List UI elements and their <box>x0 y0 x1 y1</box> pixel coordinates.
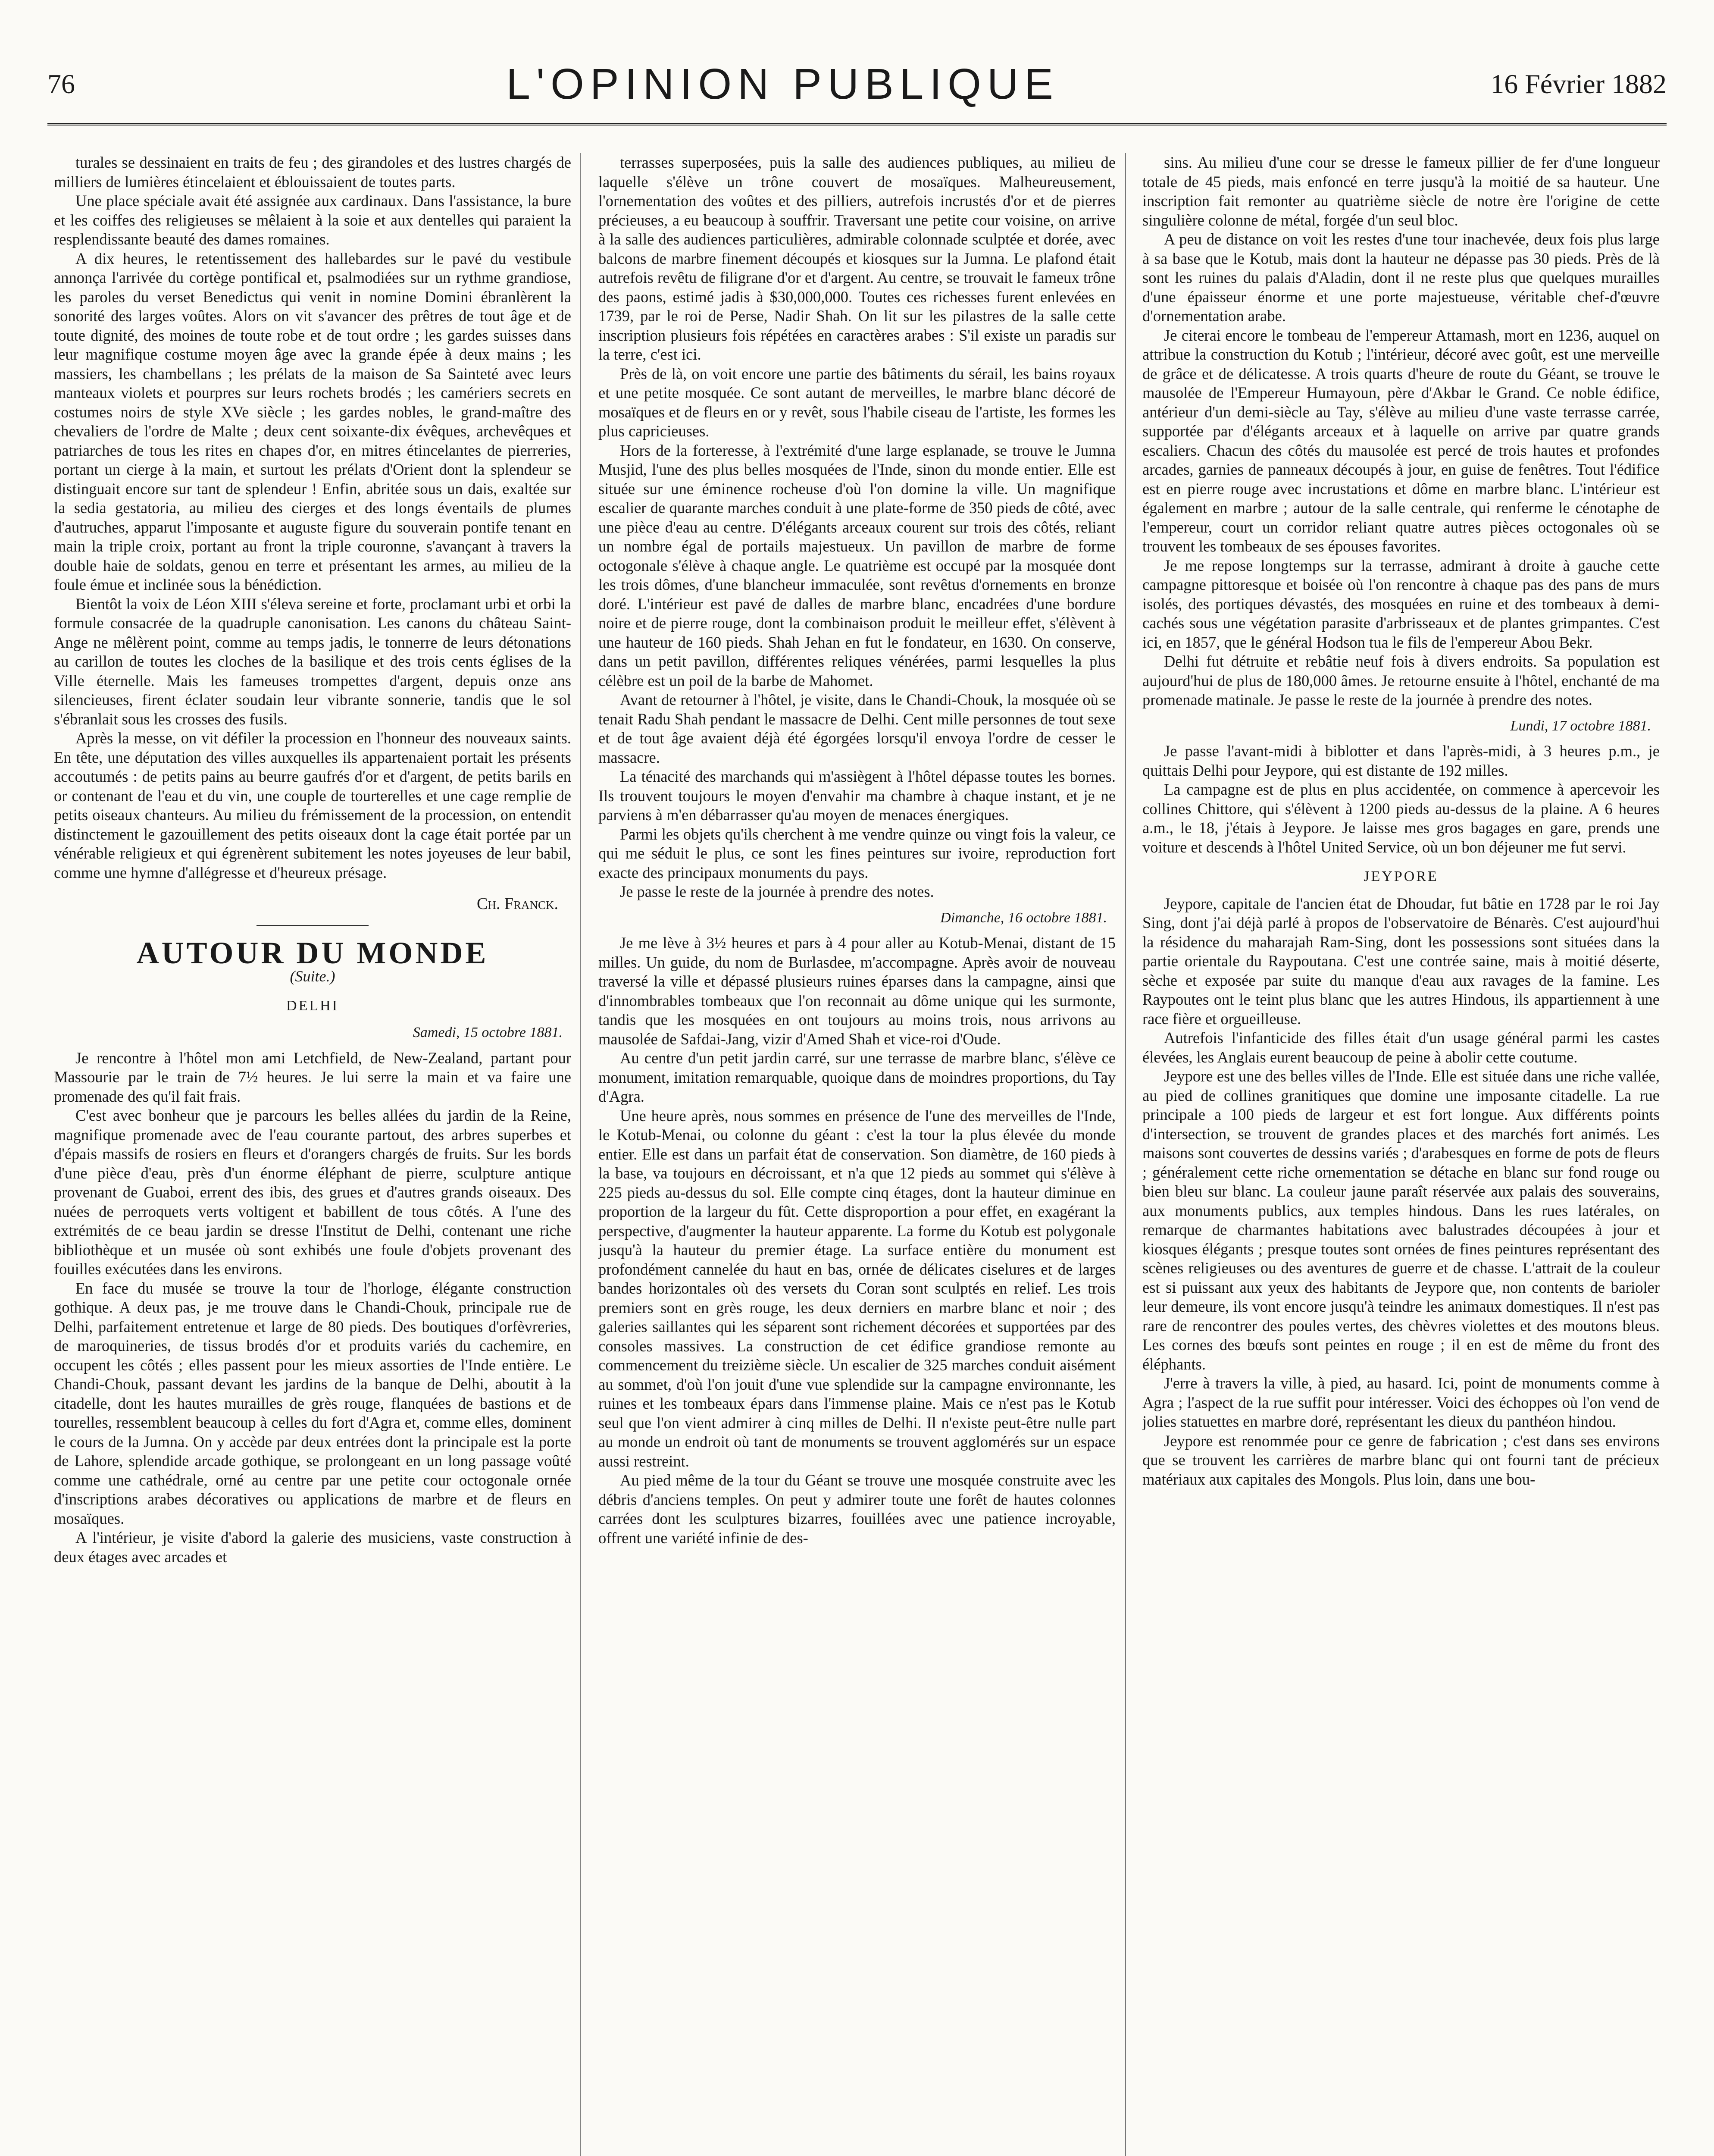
paragraph: Je passe l'avant-midi à biblotter et dans l'après-midi, à 3 heures p.m., je quittais Delhi pour Jeypore, qui est distante de 192 milles. <box>1142 742 1660 779</box>
column-3 <box>1142 153 1660 2156</box>
column-divider <box>1125 153 1126 2156</box>
paragraph: Hors de la forteresse, à l'extrémité d'une large esplanade, se trouve le Jumna Musjid, l'une des plus belles mosquées de l'Inde, sinon du monde entier. Elle est située sur une éminence rocheuse d'où l'on domine la ville. Un magnifique escalier de quarante marches conduit à une plate-forme de 350 pieds de côté, avec une pièce d'eau au centre. D'élégants arceaux courent sur trois des côtés, reliant un nombre égal de portails majestueux. Un pavillon de marbre de forme octogonale s'élève à chaque angle. Le quatrième est occupé par la mosquée dont les trois dômes, d'une blancheur immaculée, sont revêtus d'ornements en bronze doré. L'intérieur est pavé de dalles de marbre blanc, encadrées d'une bordure noire et de pierre rouge, dont la combinaison produit le meilleur effet, s'élèvent à une hauteur de 160 pieds. Shah Jehan en fut le fondateur, en 1630. On conserve, dans un petit pavillon, différentes reliques vénérées, parmi lesquelles la plus célèbre est un poil de la barbe de Mahomet. <box>598 441 1116 689</box>
section-subtitle: (Suite.) <box>290 968 335 985</box>
paragraph: Je passe le reste de la journée à prendre des notes. <box>620 883 934 900</box>
paragraph: terrasses superposées, puis la salle des audiences publiques, au milieu de laquelle s'élève un trône couvert de mosaïques. Malheureusement, l'ornementation des voûtes et des pilliers, autrefois incrustés d'or et de pierres précieuses, a eu beaucoup à souffrir. Traversant une petite cour voisine, on arrive à la salle des audiences particulières, admirable colonnade sculptée et dorée, avec balcons de marbre finement découpés et kiosques sur la Jumna. Le plafond était autrefois revêtu de filigrane d'or et d'argent. Au centre, se trouvait le fameux trône des paons, estimé jadis à $30,000,000. Toutes ces richesses furent enlevées en 1739, par le roi de Perse, Nadir Shah. On lit sur les pilastres de la salle cette inscription plusieurs fois répétées en caractères arabes : S'il existe un paradis sur la terre, c'est ici. <box>598 154 1116 363</box>
paragraph: J'erre à travers la ville, à pied, au hasard. Ici, point de monuments comme à Agra ; l'aspect de la rue suffit pour intéresser. Voici des échoppes où l'on vend de jolies statuettes en marbre doré, représentant les dieux du panthéon hindou. <box>1142 1374 1660 1430</box>
paragraph: Je rencontre à l'hôtel mon ami Letchfield, de New-Zealand, partant pour Massourie par le train de 7½ heures. Je lui serre la main et va faire une promenade des qu'il fait frais. <box>54 1049 571 1105</box>
masthead <box>47 52 1667 116</box>
paragraph: Jeypore est une des belles villes de l'Inde. Elle est située dans une riche vallée, au pied de collines granitiques que domine une imposante citadelle. La rue principale a 100 pieds de largeur et est fort longue. Aux différents points d'intersection, se trouvent de grandes places et des marchés fort animés. Les maisons sont couvertes de dessins variés ; d'arabesques en forme de pots de fleurs ; généralement cette riche ornementation se détache en blanc sur fond rouge ou bien bleu sur blanc. La couleur jaune paraît réservée aux palais des souverains, aux monuments publics, aux temples hindous. Dans les rues latérales, on remarque de charmantes habitations avec balustrades découpées à jour et kiosques élégants ; presque toutes sont ornées de fines peintures représentant des scènes religieuses ou des aventures de guerre et de chasse. L'attrait de la couleur est si puissant aux yeux des habitants de Jeypore que, non contents de barioler leur demeure, ils vont encore jusqu'à teindre les animaux domestiques. Il n'est pas rare de rencontrer des poules vertes, des chèvres violettes et des moutons bleus. Les cornes des bœufs sont peintes en rouge ; il en est de même du front des éléphants. <box>1142 1067 1660 1373</box>
paragraph: Jeypore est renommée pour ce genre de fabrication ; c'est dans ses environs que se trouvent les carrières de marbre blanc qui ont fourni tant de précieux matériaux aux capitales des Mongols. Plus loin, dans une bou- <box>1142 1432 1660 1488</box>
paragraph: C'est avec bonheur que je parcours les belles allées du jardin de la Reine, magnifique promenade avec de l'eau courante partout, des arbres superbes et d'épais massifs de rosiers en fleurs et d'orangers chargés de fruits. Sur les bords d'une pièce d'eau, près d'un énorme éléphant de pierre, sculpture antique provenant de Guaboi, errent des ibis, des grues et d'autres grands oiseaux. Des nuées de perroquets verts voltigent et babillent de tous côtés. A l'une des extrémités de ce beau jardin se dresse l'Institut de Delhi, contenant une riche bibliothèque et un musée où sont exhibés une foule d'objets provenant des fouilles exécutées dans les environs. <box>54 1106 571 1278</box>
paragraph: Je citerai encore le tombeau de l'empereur Attamash, mort en 1236, auquel on attribue la construction du Kotub ; l'intérieur, décoré avec goût, est une merveille de grâce et de délicatesse. A trois quarts d'heure de route du Géant, se trouve le mausolée de l'Empereur Humayoun, père d'Akbar le Grand. Ce noble édifice, antérieur d'un demi-siècle au Tay, s'élève au milieu d'une vaste terrasse carrée, supportée par d'élégants arceaux et à laquelle on arrive par quatre grands escaliers. Chacun des côtés du mausolée est percé de trois hautes et profondes arcades, garnies de panneaux découpés à jour, en guise de fenêtres. Tout l'édifice est en pierre rouge avec incrustations et dôme en marbre blanc. L'intérieur est également en marbre ; autour de la salle centrale, qui renferme le cénotaphe de l'empereur, court un corridor reliant quatre autres pièces octogonales où se trouvent les tombeaux de ses épouses favorites. <box>1142 326 1660 555</box>
paragraph: Au centre d'un petit jardin carré, sur une terrasse de marbre blanc, s'élève ce monument, imitation remarquable, quoique dans de moindres proportions, du Tay d'Agra. <box>598 1049 1116 1105</box>
section-title: AUTOUR DU MONDE <box>136 935 489 970</box>
dateline: Dimanche, 16 octobre 1881. <box>940 909 1107 926</box>
section-separator <box>256 925 369 926</box>
paragraph: Je me repose longtemps sur la terrasse, admirant à droite à gauche cette campagne pittoresque et boisée où l'on rencontre à chaque pas des pans de murs isolés, des portiques dévastés, des mosquées en ruine et des tombeaux à demi-cachés sous une végétation parasite d'arbrisseaux et de plantes grimpantes. C'est ici, en 1857, que le général Hodson tua le fils de l'empereur Abou Bekr. <box>1142 556 1660 651</box>
paragraph: Près de là, on voit encore une partie des bâtiments du sérail, les bains royaux et une petite mosquée. Ce sont autant de merveilles, le marbre blanc décoré de mosaïques et de fleurs en or y revêt, sous l'habile ciseau de l'artiste, les formes les plus capricieuses. <box>598 364 1116 440</box>
place-heading: DELHI <box>286 997 339 1014</box>
column-2 <box>598 153 1116 2156</box>
header-rule <box>47 123 1667 132</box>
column-divider <box>580 153 581 2156</box>
paragraph: Je me lève à 3½ heures et pars à 4 pour aller au Kotub-Menai, distant de 15 milles. Un guide, du nom de Burlasdee, m'accompagne. Après avoir de nouveau traversé la ville et dépassé plusieurs ruines éparses dans la campagne, ainsi que d'innombrables tombeaux que l'on reconnait au dôme unique qui les surmonte, tandis que les mosquées en ont toujours au moins trois, nous arrivons au mausolée de Safdai-Jang, vizir d'Amed Shah et vice-roi d'Oude. <box>598 934 1116 1048</box>
paragraph: La ténacité des marchands qui m'assiègent à l'hôtel dépasse toutes les bornes. Ils trouvent toujours le moyen d'envahir ma chambre à chaque instant, et je ne parviens à m'en débarrasser qu'au moyen de menaces énergiques. <box>598 768 1116 824</box>
paragraph: Après la messe, on vit défiler la procession en l'honneur des nouveaux saints. En tête, une députation des villes auxquelles ils appartenaient portait les présents accoutumés : de petits pains au beurre gaufrés d'or et d'argent, de petits barils en or contenant de l'eau et du vin, une couple de tourterelles et une cage remplie de petits oiseaux chanteurs. Au milieu du frémissement de la procession, on entendit distinctement le gazouillement des petits oiseaux dont la cage était portée par un vénérable religieux et qui égrenèrent subitement les notes joyeuses de leur babil, comme une hymne d'allégresse et d'heureux présage. <box>54 729 571 881</box>
paragraph: Bientôt la voix de Léon XIII s'éleva sereine et forte, proclamant urbi et orbi la formule consacrée de la quadruple canonisation. Les canons du château Saint-Ange ne mêlèrent point, comme au temps jadis, le tonnerre de leurs détonations au carillon de toutes les cloches de la basilique et des trois cents églises de la Ville éternelle. Mais les fameuses trompettes d'argent, depuis onze ans silencieuses, firent éclater soudain leur vibrante sonnerie, tandis que le sol s'ébranlait sous les crosses des fusils. <box>54 595 571 728</box>
paragraph: A peu de distance on voit les restes d'une tour inachevée, deux fois plus large à sa base que le Kotub, mais dont la hauteur ne dépasse pas 30 pieds. Près de là sont les ruines du palais d'Aladin, dont il ne reste plus que quelques murailles d'une épaisseur énorme et une porte majestueuse, véritable chef-d'œuvre d'ornementation arabe. <box>1142 230 1660 325</box>
paragraph: Avant de retourner à l'hôtel, je visite, dans le Chandi-Chouk, la mosquée où se tenait Radu Shah pendant le massacre de Delhi. Cent mille personnes de tout sexe et de tout âge avaient déjà été égorgées lorsqu'il envoya l'ordre de cesser le massacre. <box>598 691 1116 766</box>
author-signature: Ch. Franck. <box>477 895 558 913</box>
dateline: Lundi, 17 octobre 1881. <box>1510 718 1651 734</box>
issue-date: 16 Février 1882 <box>1490 69 1667 99</box>
paragraph: Jeypore, capitale de l'ancien état de Dhoudar, fut bâtie en 1728 par le roi Jay Sing, dont j'ai déjà parlé à propos de l'observatoire de Bénarès. C'est aujourd'hui la résidence du maharajah Ram-Sing, dont les possessions sont situées dans la partie orientale du Raypoutana. C'est une contrée saine, mais à moitié déserte, sèche et exposée par suite du manque d'eau aux ravages de la famine. Les Raypoutes ont le teint plus blanc que les autres Hindous, ils appartiennent à une race fière et orgueilleuse. <box>1142 894 1660 1028</box>
paragraph: Au pied même de la tour du Géant se trouve une mosquée construite avec les débris d'anciens temples. On peut y admirer toute une forêt de hautes colonnes carrées dont les sculptures bizarres, fouillées avec une patience incroyable, offrent une variété infinie de des- <box>598 1471 1116 1547</box>
paragraph: A dix heures, le retentissement des hallebardes sur le pavé du vestibule annonça l'arrivée du cortège pontifical et, psalmodiées sur un rythme grandiose, les paroles du verset Benedictus qui venit in nomine Domini ébranlèrent la sonorité des larges voûtes. Alors on vit s'avancer des prêtres de tout âge et de toute dignité, des moines de toute robe et de tout ordre ; les gardes suisses dans leur magnifique costume moyen âge avec la grande épée à deux mains ; les massiers, les chambellans ; les prélats de la maison de Sa Sainteté avec leurs manteaux violets et pourpres sur leurs rochets brodés ; les camériers secrets en costumes noirs de style XVe siècle ; les gardes nobles, le grand-maître des chevaliers de l'ordre de Malte ; deux cent soixante-dix évêques, archevêques et patriarches de tous les rites en chapes d'or, en mitres étincelantes de pierreries, portant un cierge à la main, et surtout les prélats d'Orient dont la splendeur se distinguait encore sur tant de splendeur ! Enfin, abritée sous un dais, exaltée sur la sedia gestatoria, au milieu des cierges et des longs éventails de plumes d'autruches, apparut l'imposante et auguste figure du souverain pontife tenant en main la triple croix, portant au front la triple couronne, s'avançant à travers la double haie de soldats, genou en terre et présentant les armes, au milieu de la foule émue et inclinée sous la bénédiction. <box>54 249 571 593</box>
newspaper-title: L'OPINION PUBLIQUE <box>506 60 1059 108</box>
paragraph: A l'intérieur, je visite d'abord la galerie des musiciens, vaste construction à deux étages avec arcades et <box>54 1529 571 1566</box>
dateline: Samedi, 15 octobre 1881. <box>413 1025 563 1040</box>
paragraph: La campagne est de plus en plus accidentée, on commence à apercevoir les collines Chittore, qui s'élèvent à 1200 pieds au-dessus de la plaine. A 6 heures a.m., le 18, j'étais à Jeypore. Je laisse mes gros bagages en gare, prends une voiture et descends à l'hôtel United Service, où un bon déjeuner me fut servi. <box>1142 780 1660 856</box>
paragraph: Parmi les objets qu'ils cherchent à me vendre quinze ou vingt fois la valeur, ce qui me séduit le plus, ce sont les fines peintures sur ivoire, reproduction fort exacte des principaux monuments du pays. <box>598 825 1116 881</box>
page-number: 76 <box>47 69 75 99</box>
paragraph: En face du musée se trouve la tour de l'horloge, élégante construction gothique. A deux pas, je me trouve dans le Chandi-Chouk, principale rue de Delhi, parfaitement entretenue et large de 80 pieds. Des boutiques d'orfèvreries, de maroquineries, de tissus brodés d'or et produits variés du cachemire, en occupent les côtés ; elles passent pour les mieux assorties de l'Inde entière. Le Chandi-Chouk, passant devant les jardins de la banque de Delhi, aboutit à la citadelle, dont les hautes murailles de grès rouge, flanquées de bastions et de tourelles, ressemblent beaucoup à celles du fort d'Agra et, comme elles, dominent le cours de la Jumna. On y accède par deux entrées dont la principale est la porte de Lahore, splendide arcade gothique, se prolongeant en un long passage voûté comme une cathédrale, orné au centre par une petite cour octogonale ornée d'inscriptions arabes décoratives ou applications de marbre et de fleurs en mosaïques. <box>54 1279 571 1527</box>
paragraph: sins. Au milieu d'une cour se dresse le fameux pillier de fer d'une longueur totale de 45 pieds, mais enfoncé en terre jusqu'à la moitié de sa hauteur. Une inscription fait remonter au quatrième siècle de notre ère l'origine de cette singulière colonne de métal, forgée d'un seul bloc. <box>1142 154 1660 229</box>
paragraph: turales se dessinaient en traits de feu ; des girandoles et des lustres chargés de milliers de lumières étincelaient et éblouissaient de toutes parts. <box>54 154 571 191</box>
place-heading: JEYPORE <box>1364 868 1439 884</box>
paragraph: Une place spéciale avait été assignée aux cardinaux. Dans l'assistance, la bure et les coiffes des religieuses se mêlaient à la soie et aux dentelles qui paraient la resplendissante beauté des dames romaines. <box>54 192 571 248</box>
paragraph: Autrefois l'infanticide des filles était d'un usage général parmi les castes élevées, les Anglais eurent beaucoup de peine à abolir cette coutume. <box>1142 1029 1660 1066</box>
paragraph: Une heure après, nous sommes en présence de l'une des merveilles de l'Inde, le Kotub-Menai, ou colonne du géant : c'est la tour la plus élevée du monde entier. Elle est dans un parfait état de conservation. Son diamètre, de 160 pieds à la base, va toujours en décroissant, et n'a que 12 pieds au sommet qui s'élève à 225 pieds au-dessus du sol. Elle compte cinq étages, dont la hauteur diminue en proportion de la largeur du fût. Cette disproportion a pour effet, en exagérant la perspective, d'augmenter la hauteur apparente. La forme du Kotub est polygonale jusqu'à la hauteur du premier étage. La surface entière du monument est profondément cannelée du haut en bas, ornée de délicates ciselures et de larges bandes horizontales où des versets du Coran sont sculptés en relief. Les trois premiers sont en grès rouge, les deux derniers en marbre blanc et noir ; des galeries saillantes qui les séparent sont richement décorées et supportées par des consoles massives. La construction de cet édifice grandiose remonte au commencement du treizième siècle. Un escalier de 325 marches conduit aisément au sommet, d'où l'on jouit d'une vue splendide sur la campagne environnante, les ruines et les tombeaux épars dans l'immense plaine. Mais ce n'est pas le Kotub seul que l'on vient admirer à cinq milles de Delhi. Il n'existe peut-être nulle part au monde un endroit où tant de monuments se trouvent agglomérés sur un espace aussi restreint. <box>598 1106 1116 1470</box>
column-1 <box>54 153 571 2156</box>
paragraph: Delhi fut détruite et rebâtie neuf fois à divers endroits. Sa population est aujourd'hui de plus de 180,000 âmes. Je retourne ensuite à l'hôtel, enchanté de ma promenade matinale. Je passe le reste de la journée à prendre des notes. <box>1142 652 1660 708</box>
